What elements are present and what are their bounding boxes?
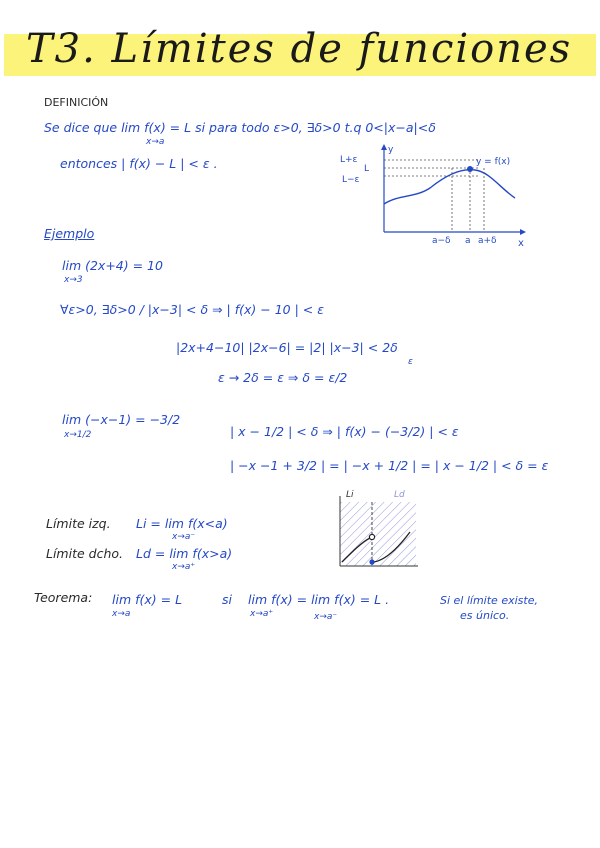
theorem-subscript-a: x→a [112, 609, 131, 619]
graph-curve-label: y = f(x) [476, 157, 511, 167]
theorem-subscript-b1: x→a⁺ [250, 609, 274, 619]
lateral-graph-ld-label: Ld [394, 490, 405, 500]
definition-line-1: Se dice que lim f(x) = L si para todo ε>0, ∃δ>0 t.q 0<|x−a|<δ [44, 120, 436, 135]
left-limit-label: Límite izq. [46, 516, 111, 531]
theorem-formula-a: lim f(x) = L [112, 592, 183, 607]
graph-x-tick-a: a [465, 236, 471, 246]
theorem-subscript-b2: x→a⁻ [314, 612, 338, 622]
graph-x-tick-a-minus-delta: a−δ [432, 236, 451, 246]
right-limit-formula: Ld = lim f(x>a) [136, 546, 233, 561]
theorem-formula-b: lim f(x) = lim f(x) = L . [248, 592, 390, 607]
graph-y-axis-label: y [388, 145, 394, 155]
example-2-limit: lim (−x−1) = −3/2 [62, 412, 181, 427]
left-limit-formula: Li = lim f(x<a) [136, 516, 228, 531]
lateral-limits-graph [330, 488, 420, 578]
epsilon-delta-graph [340, 142, 540, 252]
graph-y-label-upper: L+ε [340, 155, 358, 165]
theorem-note-line-1: Si el límite existe, [440, 594, 538, 607]
theorem-label: Teorema: [34, 590, 93, 605]
graph-x-axis-label: x [518, 238, 524, 249]
lateral-graph-li-label: Li [346, 490, 354, 500]
example-1-limit: lim (2x+4) = 10 [62, 258, 163, 273]
example-2-line-2: | x − 1/2 | < δ ⇒ | f(x) − (−3/2) | < ε [230, 424, 459, 439]
example-1-subscript: x→3 [64, 275, 83, 285]
theorem-note-line-2: es único. [460, 609, 510, 622]
definition-lim-subscript: x→a [146, 137, 165, 147]
graph-y-label-lower: L−ε [342, 175, 360, 185]
example-1-line-3: |2x+4−10| |2x−6| = |2| |x−3| < 2δ [176, 340, 398, 355]
page-title: T3. Límites de funciones [26, 26, 573, 72]
example-1-line-2: ∀ε>0, ∃δ>0 / |x−3| < δ ⇒ | f(x) − 10 | < ε [60, 302, 324, 317]
example-2-subscript: x→1/2 [64, 430, 92, 440]
example-1-line-4: ε → 2δ = ε ⇒ δ = ε/2 [218, 370, 348, 385]
example-2-line-3: | −x −1 + 3/2 | = | −x + 1/2 | = | x − 1/2 | < δ = ε [230, 458, 549, 473]
example-1-line-3-epsilon: ε [408, 357, 413, 367]
graph-y-label-L: L [364, 164, 370, 174]
theorem-si: si [222, 592, 232, 607]
right-limit-label: Límite dcho. [46, 546, 124, 561]
right-limit-subscript: x→a⁺ [172, 562, 196, 572]
graph-x-tick-a-plus-delta: a+δ [478, 236, 497, 246]
example-heading: Ejemplo [44, 226, 95, 241]
left-limit-subscript: x→a⁻ [172, 532, 196, 542]
definition-line-2: entonces | f(x) − L | < ε . [60, 156, 218, 171]
definition-heading: DEFINICIÓN [44, 96, 109, 109]
